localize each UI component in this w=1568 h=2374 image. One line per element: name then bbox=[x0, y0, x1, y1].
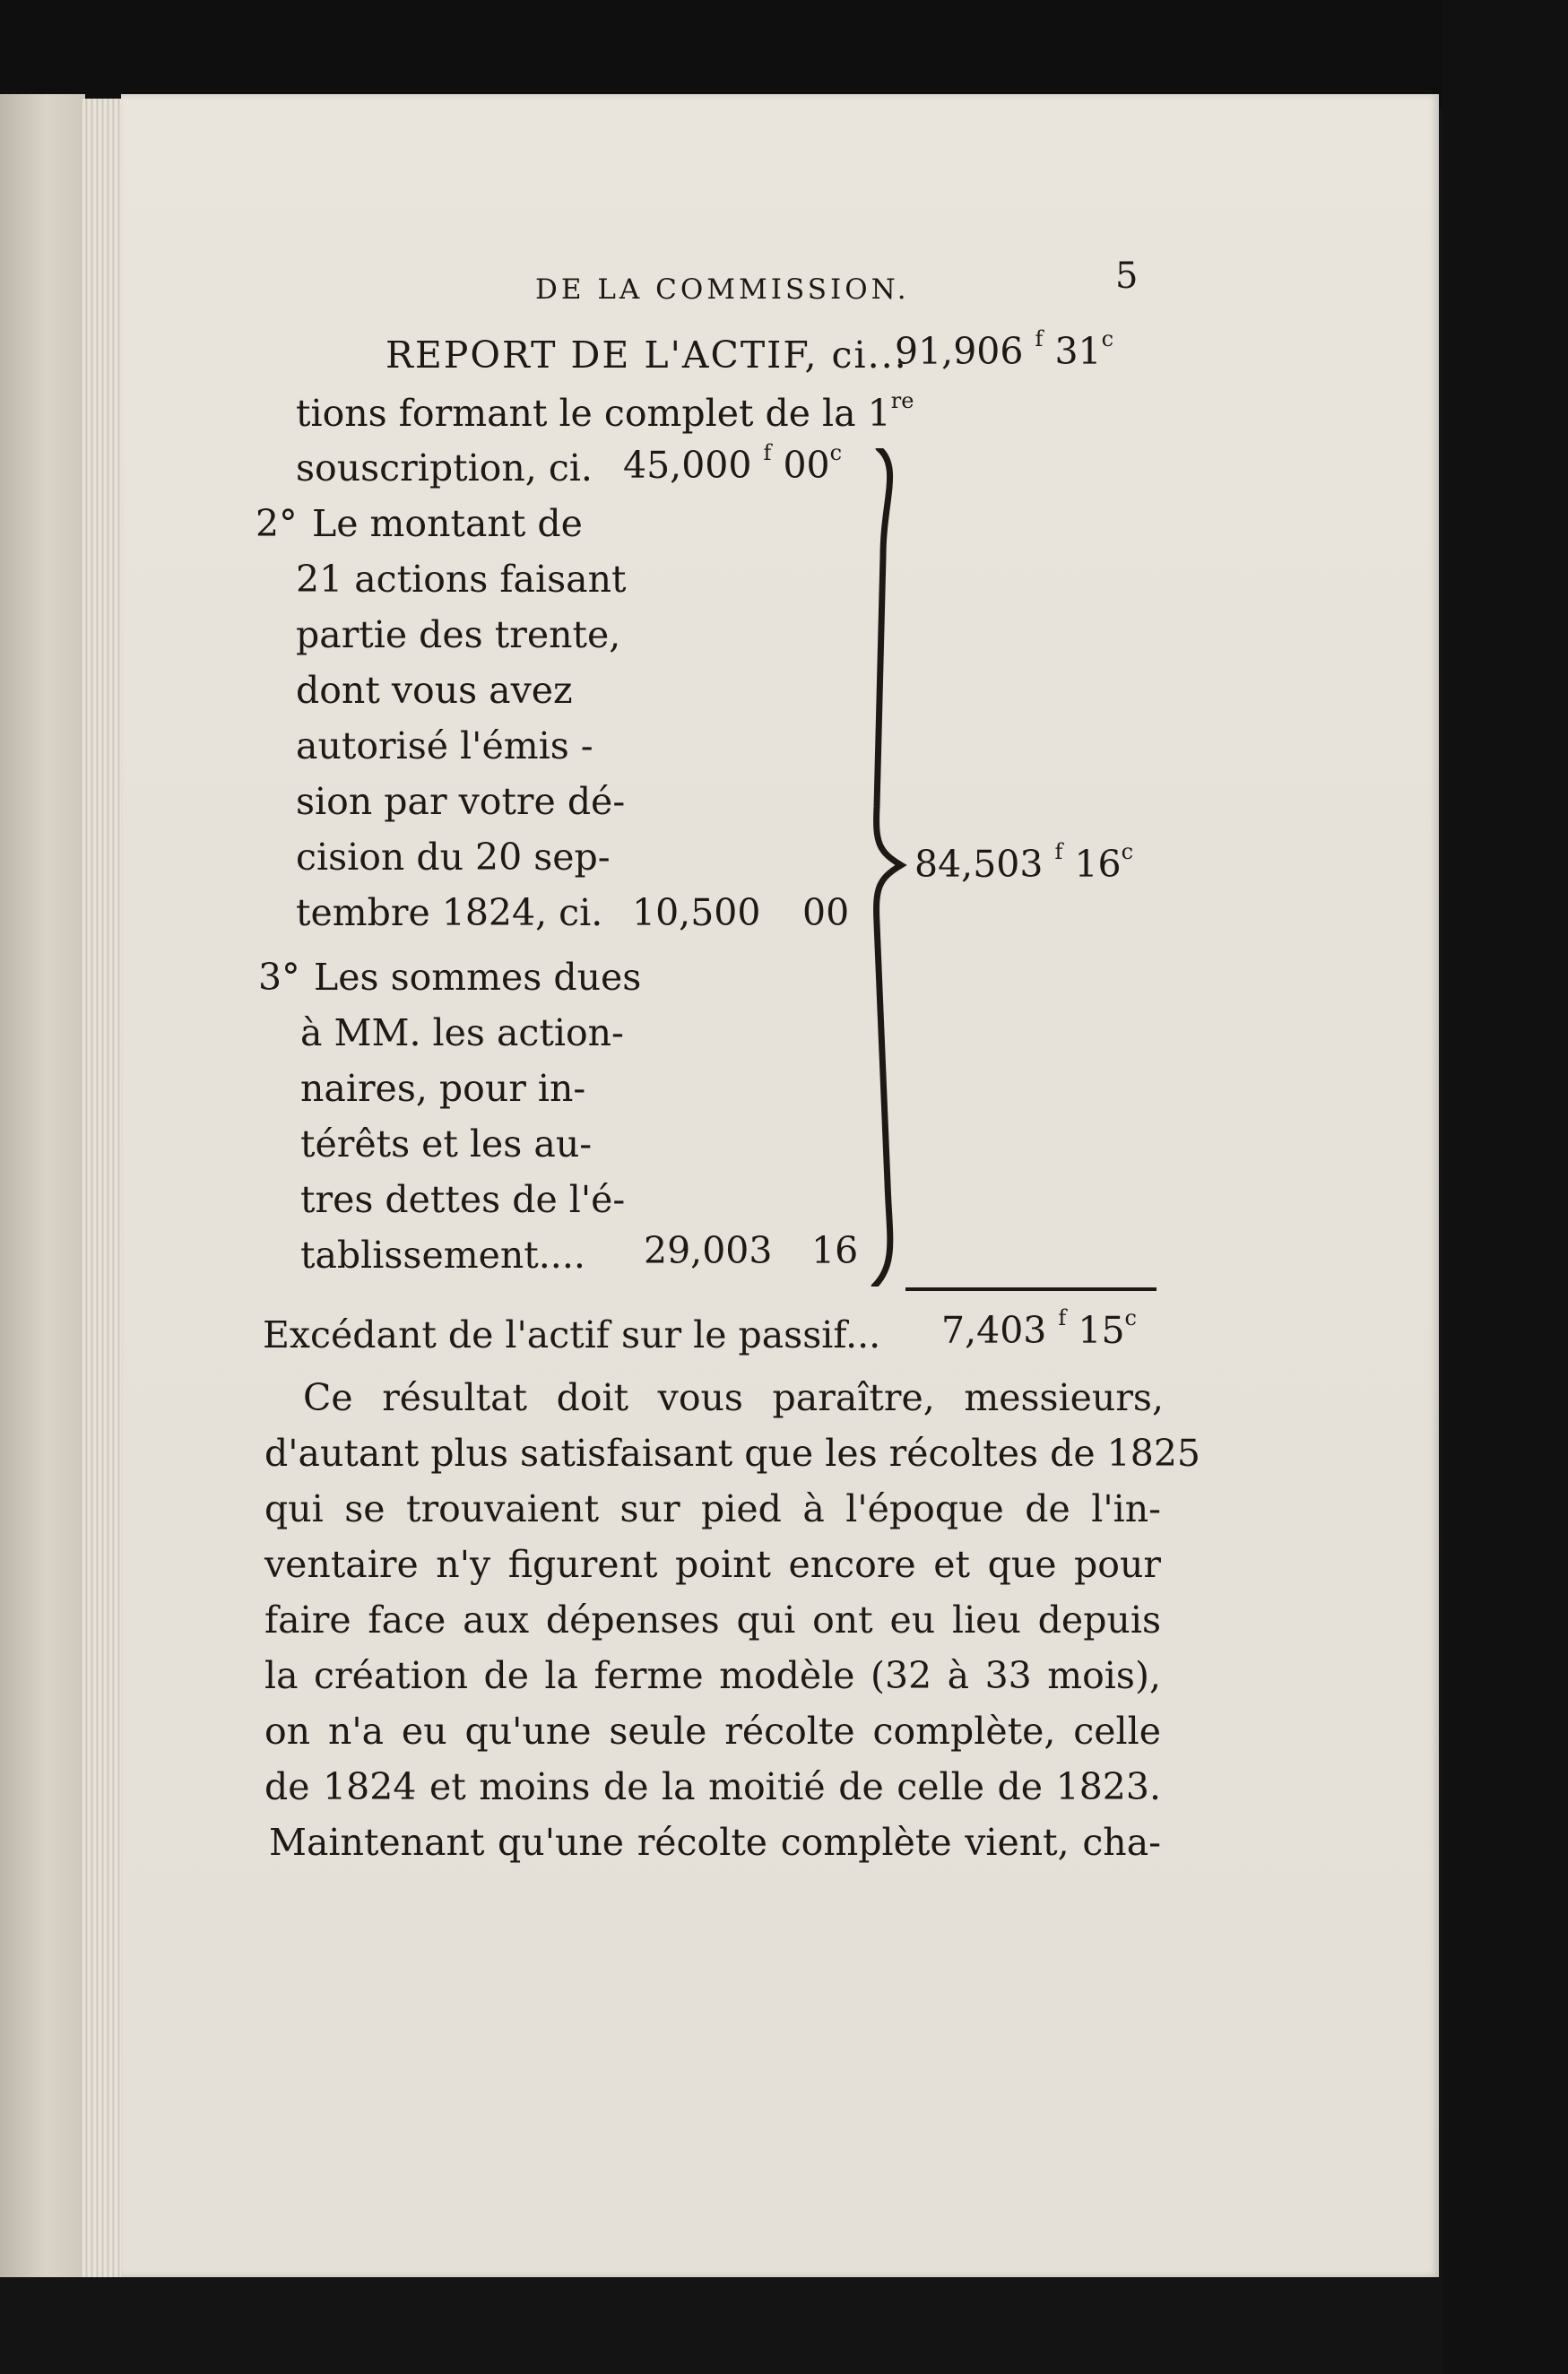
running-title: DE LA COMMISSION. bbox=[535, 273, 910, 306]
paragraph-line: Ce résultat doit vous paraître, messieurs, bbox=[303, 1376, 1164, 1419]
item2-line: Le montant de bbox=[312, 502, 583, 545]
background-top bbox=[0, 0, 1568, 108]
item3-line: térêts et les au- bbox=[300, 1122, 593, 1165]
item3-line: à MM. les action- bbox=[300, 1011, 624, 1054]
item2-line: 21 actions faisant bbox=[296, 558, 627, 601]
paragraph-line: Maintenant qu'une récolte complète vient, cha- bbox=[269, 1821, 1161, 1864]
item2-cents: 00 bbox=[802, 891, 850, 934]
item3-line: tres dettes de l'é- bbox=[300, 1178, 626, 1221]
item2-line: sion par votre dé- bbox=[296, 780, 626, 823]
paragraph-line: faire face aux dépenses qui ont eu lieu depuis bbox=[264, 1599, 1161, 1642]
total-amount: 84,503 $^f$ 16$^c$ bbox=[914, 839, 1134, 886]
item3-amount: 29,003 bbox=[644, 1229, 773, 1272]
item2-line: partie des trente, bbox=[296, 613, 621, 656]
item2-line: dont vous avez bbox=[296, 669, 573, 712]
item3-cents: 16 bbox=[811, 1229, 859, 1272]
paragraph-line: on n'a eu qu'une seule récolte complète, celle bbox=[264, 1710, 1161, 1753]
paragraph-line: d'autant plus satisfaisant que les récoltes de 1825 bbox=[264, 1432, 1200, 1475]
item2-line: cision du 20 sep- bbox=[296, 836, 611, 879]
paragraph-line: de 1824 et moins de la moitié de celle de 1823. bbox=[264, 1765, 1161, 1808]
item1-line1: tions formant le complet de la 1re bbox=[296, 388, 914, 435]
facing-page-edge bbox=[0, 94, 85, 2277]
excedant-label: Excédant de l'actif sur le passif... bbox=[263, 1313, 881, 1356]
paragraph-line: la création de la ferme modèle (32 à 33 mois), bbox=[264, 1654, 1161, 1697]
paragraph-line: qui se trouvaient sur pied à l'époque de l'in- bbox=[264, 1487, 1161, 1530]
report-amount: 91,906 $^f$ 31$^c$ bbox=[895, 326, 1114, 373]
item2-line: tembre 1824, ci. bbox=[296, 891, 603, 934]
background-right bbox=[1442, 0, 1568, 2374]
item1-amount: 45,000 $^f$ 00$^c$ bbox=[623, 440, 843, 487]
paragraph-line: ventaire n'y figurent point encore et que pour bbox=[264, 1543, 1161, 1586]
excedant-amount: 7,403 $^f$ 15$^c$ bbox=[941, 1305, 1137, 1352]
item2-line: autorisé l'émis - bbox=[296, 724, 593, 767]
item3-line: Les sommes dues bbox=[314, 956, 642, 999]
page-stack-edge bbox=[82, 99, 126, 2277]
page-number: 5 bbox=[1115, 256, 1139, 297]
item2-amount: 10,500 bbox=[632, 891, 761, 934]
item1-line2: souscription, ci. bbox=[296, 446, 593, 490]
item2-number: 2° bbox=[256, 502, 298, 545]
curly-brace-icon bbox=[852, 448, 923, 1287]
item3-line: naires, pour in- bbox=[300, 1067, 586, 1110]
sum-rule bbox=[905, 1287, 1157, 1291]
report-label: REPORT DE L'ACTIF, ci... bbox=[386, 334, 908, 377]
item3-number: 3° bbox=[258, 956, 300, 999]
item3-line: tablissement.... bbox=[300, 1234, 585, 1277]
